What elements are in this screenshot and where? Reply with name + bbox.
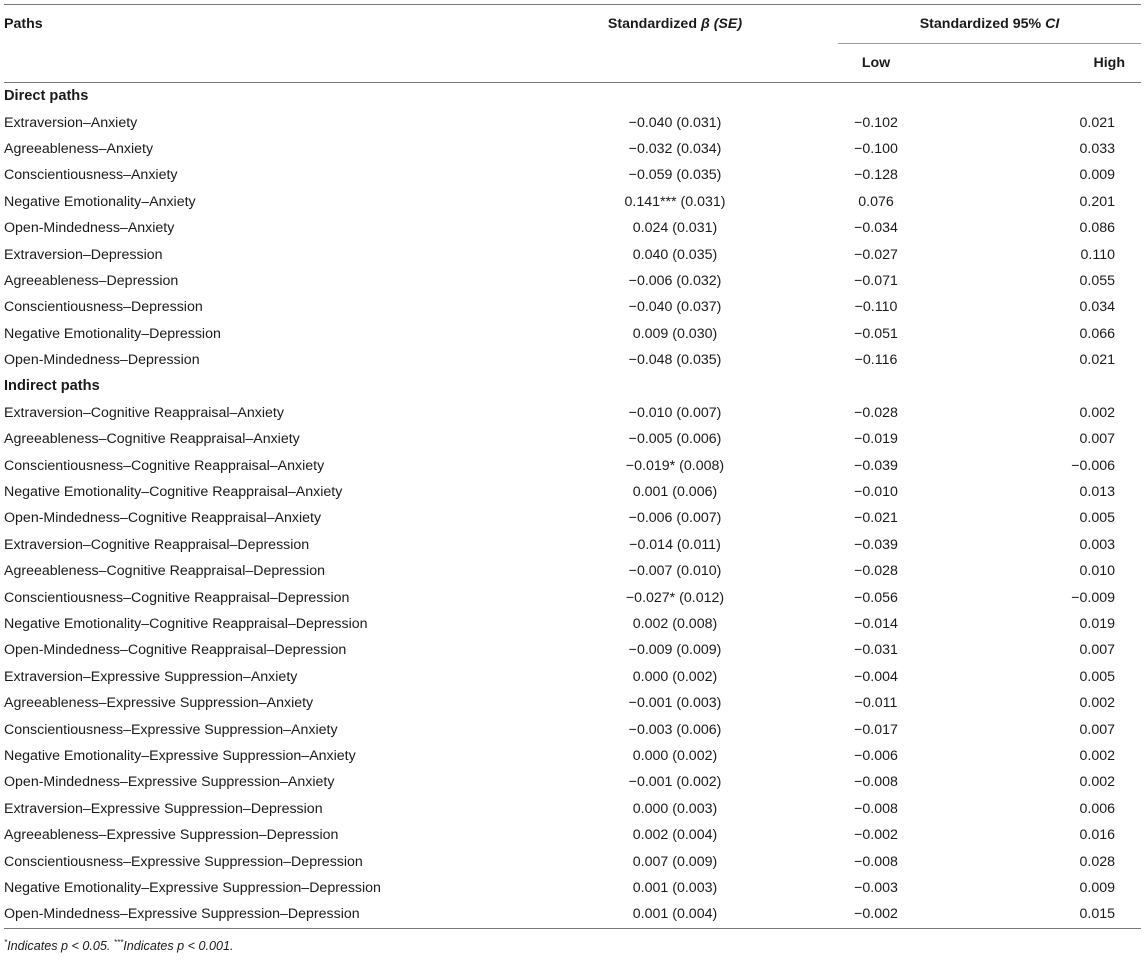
- section-title: Indirect paths: [4, 378, 100, 395]
- beta-cell: −0.003 (0.006): [628, 721, 722, 738]
- path-cell: Extraversion–Expressive Suppression–Anxiety: [4, 668, 298, 685]
- path-cell: Extraversion–Depression: [4, 246, 163, 263]
- ci-low-cell: −0.002: [838, 901, 914, 928]
- ci-low-cell: −0.028: [854, 404, 898, 421]
- ci-low-cell: −0.056: [854, 589, 898, 606]
- table-row: [4, 294, 1141, 320]
- ci-high-cell: 0.002: [1079, 747, 1115, 764]
- beta-cell: −0.032 (0.034): [628, 140, 722, 157]
- table-row: [4, 558, 1141, 584]
- ci-prefix: Standardized 95%: [919, 16, 1046, 32]
- table-body: [4, 83, 1141, 929]
- ci-high-cell: 0.009: [1079, 879, 1115, 896]
- table-row: [4, 321, 1141, 347]
- table-row: [4, 848, 1141, 874]
- path-cell: Negative Emotionality–Depression: [4, 325, 221, 342]
- ci-low-cell: −0.039: [854, 457, 898, 474]
- table-row: [4, 690, 1141, 716]
- beta-cell: −0.006 (0.032): [628, 272, 722, 289]
- ci-high-cell: 0.009: [1079, 167, 1115, 184]
- footnote-mark-2: ***: [113, 937, 124, 947]
- ci-high-cell: 0.015: [914, 901, 1141, 928]
- table-row: [4, 426, 1141, 452]
- ci-header: [838, 5, 1141, 44]
- paths-header: Paths: [4, 16, 43, 33]
- path-cell: Extraversion–Cognitive Reappraisal–Depression: [4, 536, 310, 553]
- path-cell: Negative Emotionality–Cognitive Reappraisal–Depression: [4, 616, 368, 632]
- ci-high-cell: −0.009: [1071, 589, 1115, 606]
- path-cell: Agreeableness–Cognitive Reappraisal–Depression: [4, 563, 325, 580]
- ci-high-cell: 0.066: [1079, 325, 1115, 342]
- path-cell: Extraversion–Anxiety: [4, 114, 138, 131]
- beta-cell: −0.001 (0.003): [628, 695, 722, 712]
- ci-low-cell: −0.003: [854, 879, 898, 896]
- table-row: [4, 109, 1141, 135]
- beta-cell: −0.040 (0.037): [628, 299, 722, 316]
- ci-low-cell: −0.021: [854, 510, 898, 527]
- ci-high-cell: 0.110: [1080, 246, 1115, 263]
- table-row: [4, 268, 1141, 294]
- table-row: [4, 400, 1141, 426]
- header-row-top: [4, 5, 1141, 44]
- ci-low-cell: −0.010: [854, 484, 898, 501]
- results-table-container: [4, 4, 1141, 953]
- ci-low-cell: −0.051: [854, 325, 898, 342]
- ci-high-cell: 0.201: [1079, 193, 1115, 210]
- ci-low-cell: −0.019: [854, 431, 898, 448]
- ci-high-cell: 0.007: [1079, 721, 1115, 738]
- ci-low-cell: −0.034: [854, 220, 898, 237]
- ci-high-cell: 0.016: [1079, 827, 1115, 844]
- beta-cell: −0.001 (0.002): [628, 774, 722, 791]
- ci-low-cell: 0.076: [858, 193, 894, 210]
- path-cell: Extraversion–Cognitive Reappraisal–Anxiety: [4, 404, 284, 421]
- beta-cell: 0.002 (0.004): [632, 827, 718, 844]
- ci-low-cell: −0.128: [854, 167, 898, 184]
- table-row: [4, 584, 1141, 610]
- path-cell: Open-Mindedness–Anxiety: [4, 220, 175, 237]
- beta-cell: 0.001 (0.004): [512, 901, 838, 928]
- path-cell: Negative Emotionality–Anxiety: [4, 193, 196, 210]
- ci-high-cell: 0.021: [1079, 352, 1115, 369]
- table-row: [4, 241, 1141, 267]
- ci-high-cell: 0.019: [1079, 616, 1115, 632]
- beta-symbol: β: [700, 16, 710, 33]
- ci-low-cell: −0.039: [854, 536, 898, 553]
- ci-high-cell: 0.013: [1079, 484, 1115, 501]
- beta-cell: −0.007 (0.010): [628, 563, 722, 580]
- ci-high-cell: 0.002: [1079, 404, 1115, 421]
- table-row: [4, 215, 1141, 241]
- table-row: [4, 743, 1141, 769]
- beta-header: [512, 5, 838, 44]
- path-cell: Extraversion–Expressive Suppression–Depression: [4, 800, 323, 817]
- path-cell: Negative Emotionality–Cognitive Reappraisal–Anxiety: [4, 484, 343, 501]
- ci-high-cell: 0.010: [1079, 563, 1115, 580]
- beta-cell: −0.027* (0.012): [625, 589, 725, 606]
- beta-cell: 0.001 (0.003): [632, 879, 718, 896]
- beta-cell: −0.005 (0.006): [628, 431, 722, 448]
- beta-cell: −0.010 (0.007): [628, 404, 722, 421]
- path-cell: Conscientiousness–Cognitive Reappraisal–Anxiety: [4, 457, 325, 474]
- ci-high-cell: 0.006: [1079, 800, 1115, 817]
- table-row: [4, 637, 1141, 663]
- ci-low-cell: −0.100: [854, 140, 898, 157]
- path-cell: Agreeableness–Cognitive Reappraisal–Anxiety: [4, 431, 300, 448]
- beta-cell: 0.000 (0.002): [632, 668, 718, 685]
- ci-high-cell: 0.055: [1079, 272, 1115, 289]
- ci-low-cell: −0.071: [854, 272, 898, 289]
- table-row: [4, 505, 1141, 531]
- path-cell: Agreeableness–Anxiety: [4, 140, 154, 157]
- beta-prefix: Standardized: [607, 16, 701, 33]
- path-cell: Negative Emotionality–Expressive Suppression–Depression: [4, 879, 381, 896]
- table-row: [4, 452, 1141, 478]
- ci-high-cell: 0.002: [1079, 695, 1115, 712]
- beta-cell: 0.007 (0.009): [632, 853, 718, 870]
- table-header: [4, 5, 1141, 83]
- path-cell: Agreeableness–Expressive Suppression–Depression: [4, 827, 339, 844]
- ci-low-cell: −0.008: [854, 853, 898, 870]
- header-blank-2: [512, 44, 838, 83]
- ci-low-cell: −0.008: [854, 800, 898, 817]
- low-header: Low: [861, 55, 891, 71]
- path-cell: Open-Mindedness–Cognitive Reappraisal–Depression: [4, 642, 347, 659]
- table-row: [4, 875, 1141, 901]
- header-row-sub: [4, 44, 1141, 83]
- ci-high-cell: 0.003: [1079, 536, 1115, 553]
- path-cell: Open-Mindedness–Depression: [4, 352, 200, 369]
- ci-high-cell: 0.021: [1079, 114, 1115, 131]
- beta-cell: 0.024 (0.031): [632, 220, 718, 237]
- ci-low-cell: −0.116: [854, 352, 898, 369]
- ci-low-cell: −0.031: [854, 642, 898, 659]
- table-row: [4, 532, 1141, 558]
- ci-low-cell: −0.027: [854, 246, 898, 263]
- footnote-text-1: Indicates p < 0.05.: [7, 938, 114, 953]
- beta-cell: 0.001 (0.006): [632, 484, 718, 501]
- path-cell: Negative Emotionality–Expressive Suppression–Anxiety: [4, 747, 356, 764]
- table-footnote: [4, 938, 1141, 953]
- path-cell: Open-Mindedness–Cognitive Reappraisal–Anxiety: [4, 510, 322, 527]
- footnote-mark-1: *: [4, 937, 8, 947]
- ci-high-cell: 0.086: [1079, 220, 1115, 237]
- section-row: [4, 83, 1141, 110]
- ci-high-cell: −0.006: [1071, 457, 1115, 474]
- ci-high-cell: 0.005: [1079, 668, 1115, 685]
- ci-low-cell: −0.110: [854, 299, 898, 316]
- section-row: [4, 373, 1141, 399]
- path-cell: Conscientiousness–Anxiety: [4, 167, 178, 184]
- ci-high-cell: 0.007: [1079, 431, 1115, 448]
- header-blank-1: [4, 44, 512, 83]
- paths-table: [4, 4, 1141, 929]
- table-row: [4, 479, 1141, 505]
- table-row: [4, 716, 1141, 742]
- ci-low-cell: −0.008: [854, 774, 898, 791]
- ci-high-cell: 0.033: [1079, 140, 1115, 157]
- table-row: [4, 901, 1141, 928]
- path-cell: Conscientiousness–Cognitive Reappraisal–Depression: [4, 589, 350, 606]
- beta-cell: −0.040 (0.031): [628, 114, 722, 131]
- path-cell: Open-Mindedness–Expressive Suppression–Depression: [4, 901, 512, 928]
- ci-high-cell: 0.005: [1079, 510, 1115, 527]
- footnote-text-2: Indicates p < 0.001.: [123, 938, 234, 953]
- path-cell: Conscientiousness–Expressive Suppression–Anxiety: [4, 721, 338, 738]
- table-row: [4, 664, 1141, 690]
- beta-cell: 0.002 (0.008): [632, 616, 718, 632]
- table-row: [4, 136, 1141, 162]
- path-cell: Conscientiousness–Depression: [4, 299, 203, 316]
- beta-cell: 0.009 (0.030): [632, 325, 718, 342]
- ci-low-cell: −0.017: [854, 721, 898, 738]
- path-cell: Conscientiousness–Expressive Suppression–Depression: [4, 853, 363, 870]
- beta-cell: −0.006 (0.007): [628, 510, 722, 527]
- ci-high-cell: 0.028: [1079, 853, 1115, 870]
- ci-symbol: CI: [1045, 16, 1060, 32]
- table-row: [4, 347, 1141, 373]
- table-row: [4, 822, 1141, 848]
- table-row: [4, 796, 1141, 822]
- path-cell: Agreeableness–Depression: [4, 272, 179, 289]
- high-header: High: [1093, 55, 1125, 71]
- ci-low-cell: −0.002: [854, 827, 898, 844]
- beta-cell: −0.048 (0.035): [628, 352, 722, 369]
- table-row: [4, 611, 1141, 637]
- ci-low-cell: −0.028: [854, 563, 898, 580]
- table-row: [4, 769, 1141, 795]
- section-title: Direct paths: [4, 88, 89, 105]
- beta-cell: 0.040 (0.035): [632, 246, 718, 263]
- beta-cell: −0.009 (0.009): [628, 642, 722, 659]
- ci-low-cell: −0.014: [854, 616, 898, 632]
- path-cell: Agreeableness–Expressive Suppression–Anxiety: [4, 695, 314, 712]
- ci-high-cell: 0.002: [1079, 774, 1115, 791]
- ci-high-cell: 0.007: [1079, 642, 1115, 659]
- beta-cell: 0.000 (0.002): [632, 747, 718, 764]
- table-row: [4, 189, 1141, 215]
- ci-high-cell: 0.034: [1079, 299, 1115, 316]
- beta-cell: −0.059 (0.035): [628, 167, 722, 184]
- ci-low-cell: −0.004: [854, 668, 898, 685]
- beta-se: (SE): [713, 16, 743, 33]
- ci-low-cell: −0.006: [854, 747, 898, 764]
- beta-cell: 0.000 (0.003): [632, 800, 718, 817]
- path-cell: Open-Mindedness–Expressive Suppression–Anxiety: [4, 774, 335, 791]
- table-row: [4, 162, 1141, 188]
- ci-low-cell: −0.102: [854, 114, 898, 131]
- ci-low-cell: −0.011: [854, 695, 898, 712]
- beta-cell: −0.019* (0.008): [625, 457, 725, 474]
- beta-cell: −0.014 (0.011): [629, 536, 721, 553]
- beta-cell: 0.141*** (0.031): [624, 193, 726, 210]
